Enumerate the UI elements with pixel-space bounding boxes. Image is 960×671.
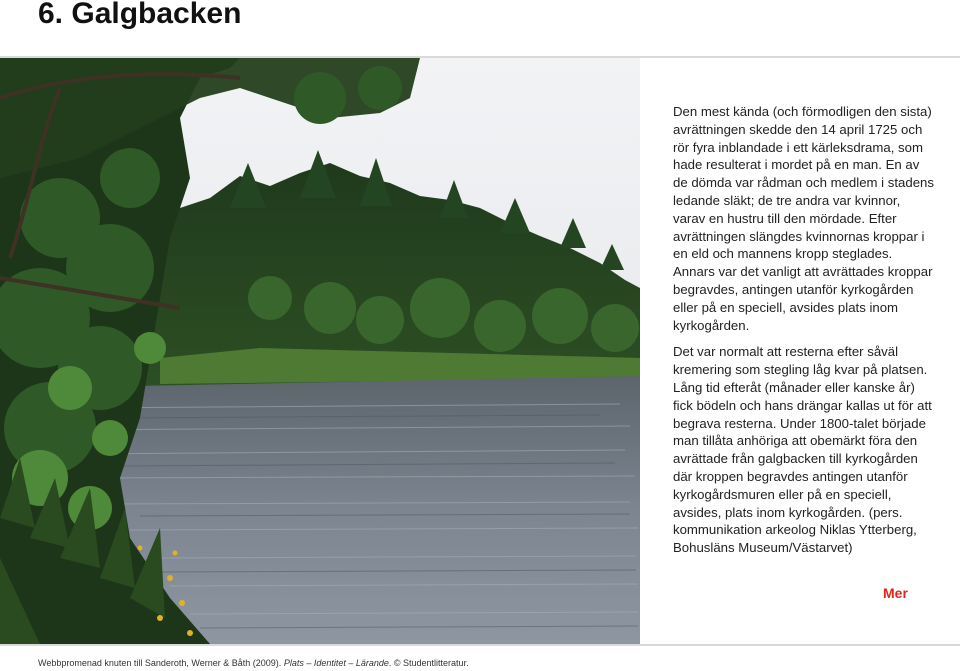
more-link[interactable]: Mer xyxy=(883,585,908,601)
article-paragraph-1: Den mest kända (och förmodligen den sista) avrättningen skedde den 14 april 1725 och rör fyra inblandade i ett kärleksdrama, som hade resulterat i mordet på en man. En av de dömda var rådman och medlem i stadens ledande släkt; de tre andra var kvinnor, varav en hustru till den mördade. Efter avrättningen slängdes kvinnornas kroppar i en eld och mannens kropp steglades. Annars var det vanligt att avrättades kroppar begravdes, antingen utanför kyrkogården eller på en speciell, avsides plats inom kyrkogården. xyxy=(673,104,934,333)
article-paragraph-2: Det var normalt att resterna efter såväl kremering som stegling låg kvar på platsen. Lång tid efteråt (månader eller kanske år) fick bödeln och hans drängar kallas ut för att begrava resterna. Under 1800-talet började man tillåta anhöriga att obemärkt föra den avrättade från galgbacken till kyrkogården där kroppen begravdes antingen utanför kyrkogårdsmuren eller på en speciell, avsides, plats inom kyrkogården. (pers. kommunikation arkeolog Niklas Ytterberg, Bohusläns Museum/Västarvet) xyxy=(673,344,932,556)
citation-book-title: Plats – Identitet – Lärande xyxy=(283,658,389,668)
lake-photo xyxy=(0,58,640,644)
citation-prefix: Webbpromenad knuten till Sanderoth, Werner & Båth (2009). xyxy=(38,658,284,668)
page-title: 6. Galgbacken xyxy=(38,0,242,30)
article-text xyxy=(673,103,935,557)
footer-citation xyxy=(38,658,469,669)
footer-divider xyxy=(0,644,960,646)
citation-suffix: . © Studentlitteratur. xyxy=(388,658,469,668)
